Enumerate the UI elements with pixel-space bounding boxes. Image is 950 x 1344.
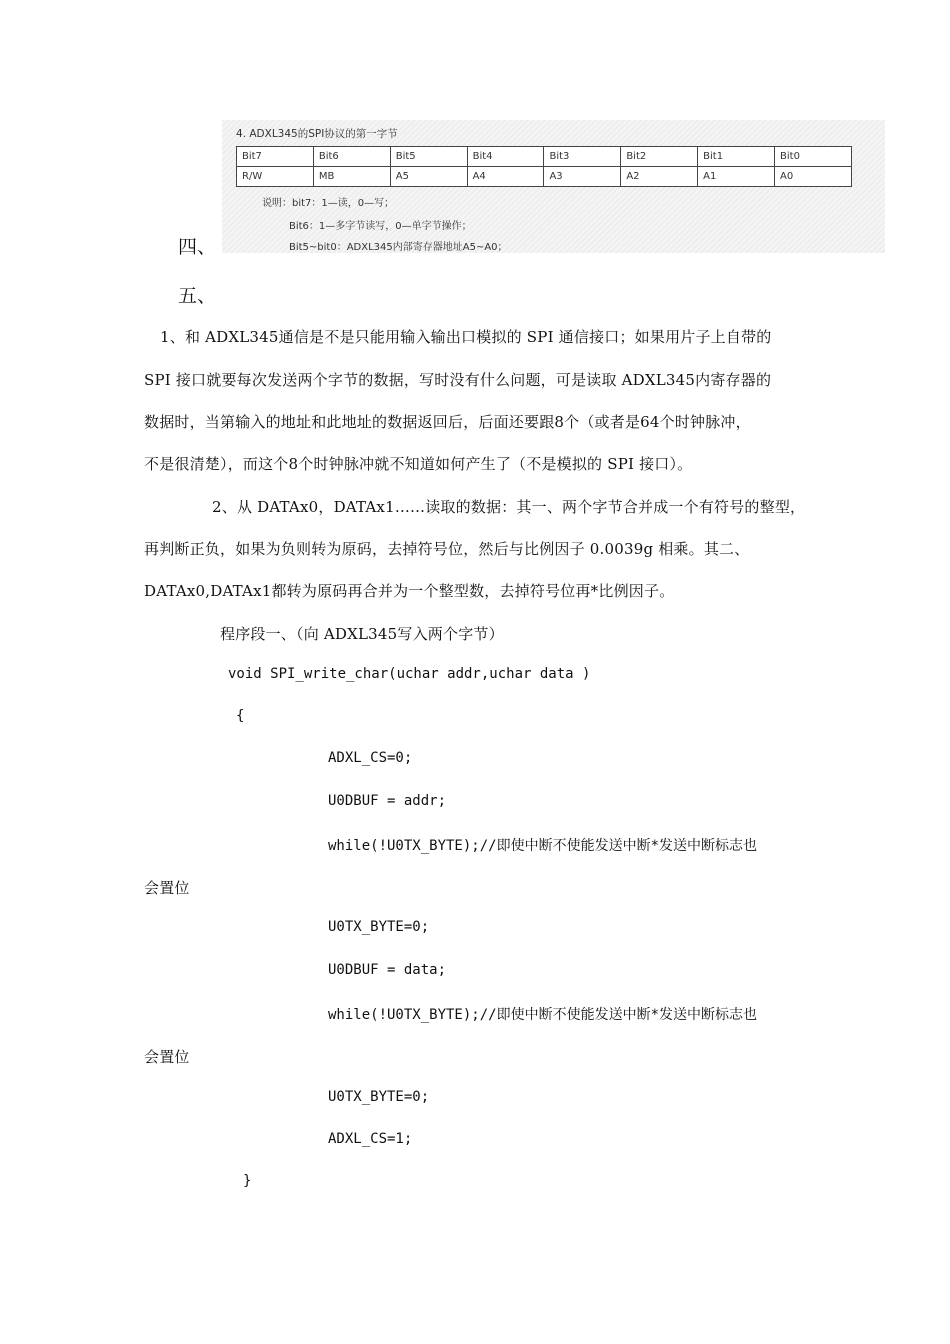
code-line-wrap: 会置位 <box>144 1048 190 1066</box>
heading-four: 四、 <box>178 236 217 258</box>
table-cell: Bit1 <box>698 147 775 167</box>
close-brace: } <box>243 1173 252 1189</box>
paragraph-2-line-1: 2、从 DATAx0，DATAx1……读取的数据：其一、两个字节合并成一个有符号的整型， <box>212 498 806 516</box>
table-cell: MB <box>313 167 390 187</box>
table-cell: A5 <box>390 167 467 187</box>
paragraph-2-line-3: DATAx0,DATAx1都转为原码再合并为一个整型数，去掉符号位再*比例因子。 <box>144 582 675 600</box>
paragraph-1-line-2: SPI 接口就要每次发送两个字节的数据，写时没有什么问题，可是读取 ADXL345内寄存器的 <box>144 371 772 389</box>
code-line: U0TX_BYTE=0; <box>328 919 430 935</box>
table-cell: Bit6 <box>313 147 390 167</box>
paragraph-1-line-3: 数据时，当第输入的地址和此地址的数据返回后，后面还要跟8个（或者是64个时钟脉冲， <box>144 413 751 431</box>
code-line: ADXL_CS=0; <box>328 750 413 766</box>
figure-note-bit5-0: Bit5~bit0：ADXL345内部寄存器地址A5~A0； <box>289 242 508 253</box>
table-cell: Bit4 <box>467 147 544 167</box>
table-cell: A3 <box>544 167 621 187</box>
figure-title: 4. ADXL345的SPI协议的第一字节 <box>236 128 398 140</box>
code-line: U0TX_BYTE=0; <box>328 1089 430 1105</box>
table-cell: Bit0 <box>775 147 852 167</box>
table-cell: Bit5 <box>390 147 467 167</box>
paragraph-1-line-4: 不是很清楚），而这个8个时钟脉冲就不知道如何产生了（不是模拟的 SPI 接口）。 <box>144 455 693 473</box>
heading-five: 五、 <box>178 285 217 307</box>
bit-table <box>236 146 852 187</box>
paragraph-2-line-2: 再判断正负，如果为负则转为原码，去掉符号位，然后与比例因子 0.0039g 相乘。其二、 <box>144 540 750 558</box>
table-cell: Bit3 <box>544 147 621 167</box>
table-cell: A0 <box>775 167 852 187</box>
table-cell: Bit7 <box>237 147 314 167</box>
table-cell: Bit2 <box>621 147 698 167</box>
table-row-bit-values <box>237 167 852 187</box>
table-cell: A2 <box>621 167 698 187</box>
table-cell: R/W <box>237 167 314 187</box>
figure-note-bit7: 说明：bit7：1—读，0—写； <box>262 198 395 209</box>
open-brace: { <box>236 708 245 724</box>
spi-first-byte-figure <box>222 120 885 253</box>
function-signature: void SPI_write_char(uchar addr,uchar data ) <box>228 666 591 682</box>
table-row-bit-names <box>237 147 852 167</box>
code-line: while(!U0TX_BYTE);//即使中断不使能发送中断*发送中断标志也 <box>328 1007 758 1023</box>
code-line-wrap: 会置位 <box>144 879 190 897</box>
code-line: U0DBUF = addr; <box>328 793 447 809</box>
figure-note-bit6: Bit6：1—多字节读写，0—单字节操作； <box>289 221 472 232</box>
program-caption: 程序段一、（向 ADXL345写入两个字节） <box>220 625 504 643</box>
code-line: ADXL_CS=1; <box>328 1131 413 1147</box>
code-line: U0DBUF = data; <box>328 962 447 978</box>
table-cell: A4 <box>467 167 544 187</box>
code-line: while(!U0TX_BYTE);//即使中断不使能发送中断*发送中断标志也 <box>328 838 758 854</box>
paragraph-1-line-1: 1、和 ADXL345通信是不是只能用输入输出口模拟的 SPI 通信接口；如果用片子上自带的 <box>160 328 772 346</box>
table-cell: A1 <box>698 167 775 187</box>
